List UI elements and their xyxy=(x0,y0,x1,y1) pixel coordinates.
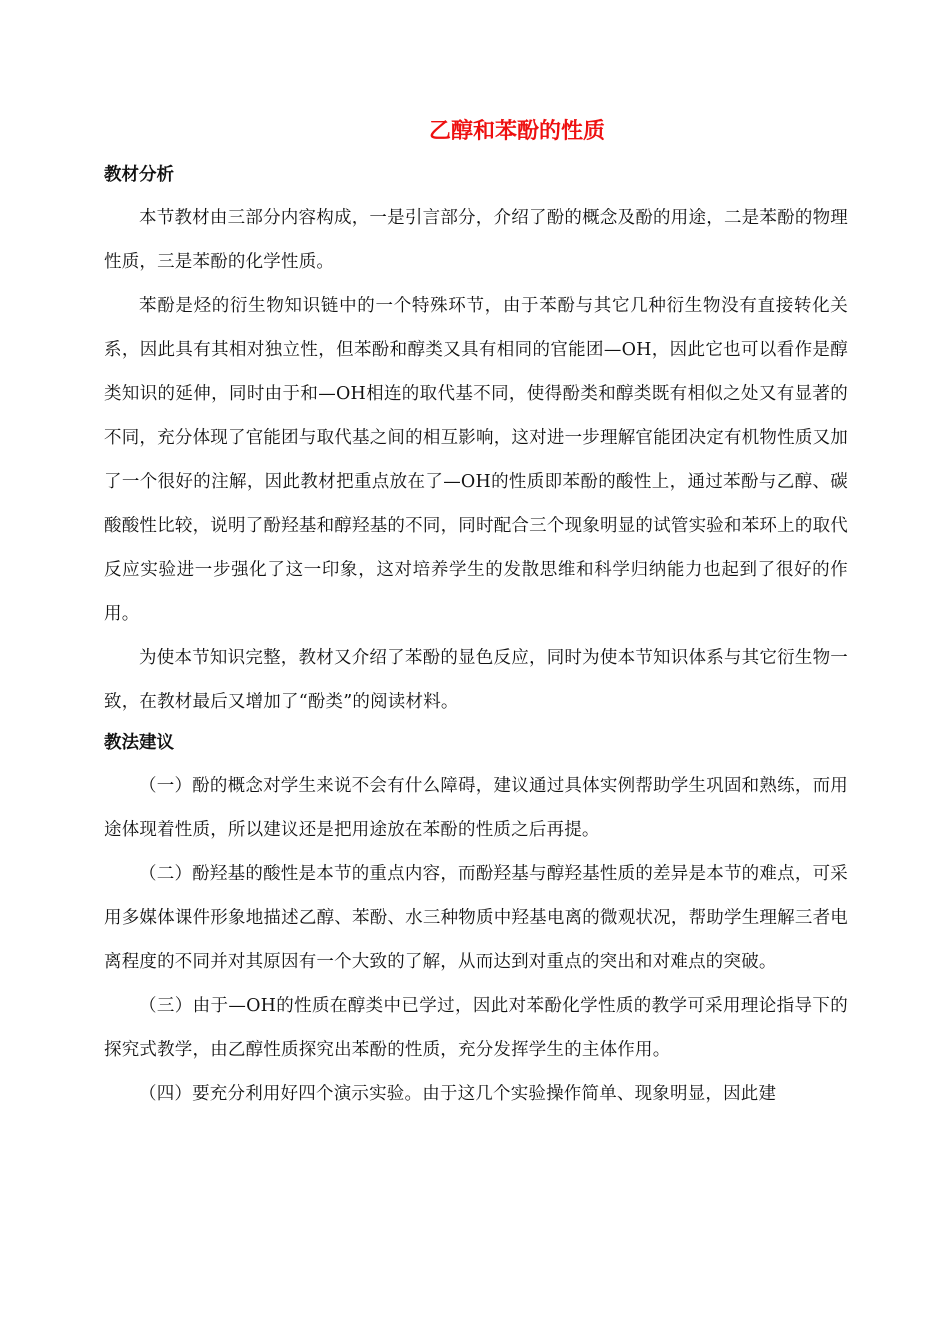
paragraph: 苯酚是烃的衍生物知识链中的一个特殊环节，由于苯酚与其它几种衍生物没有直接转化关系，因此具有其相对独立性，但苯酚和醇类又具有相同的官能团—OH，因此它也可以看作是醇类知识的延伸，同时由于和—OH相连的取代基不同，使得酚类和醇类既有相似之处又有显著的不同，充分体现了官能团与取代基之间的相互影响，这对进一步理解官能团决定有机物性质又加了一个很好的注解，因此教材把重点放在了—OH的性质即苯酚的酸性上，通过苯酚与乙醇、碳酸酸性比较，说明了酚羟基和醇羟基的不同，同时配合三个现象明显的试管实验和苯环上的取代反应实验进一步强化了这一印象，这对培养学生的发散思维和科学归纳能力也起到了很好的作用。 xyxy=(104,296,848,624)
paragraph: 本节教材由三部分内容构成，一是引言部分，介绍了酚的概念及酚的用途，二是苯酚的物理性质，三是苯酚的化学性质。 xyxy=(104,208,848,272)
document-body xyxy=(104,160,848,1116)
section-textbook-analysis xyxy=(104,160,848,724)
document-title: 乙醇和苯酚的性质 xyxy=(428,119,605,144)
paragraph: （四）要充分利用好四个演示实验。由于这几个实验操作简单、现象明显，因此建 xyxy=(139,1084,777,1104)
section-heading: 教材分析 xyxy=(104,165,174,185)
paragraph: （一）酚的概念对学生来说不会有什么障碍，建议通过具体实例帮助学生巩固和熟练，而用途体现着性质，所以建议还是把用途放在苯酚的性质之后再提。 xyxy=(104,776,848,840)
section-teaching-suggestions xyxy=(104,728,848,1116)
section-heading: 教法建议 xyxy=(104,733,174,753)
paragraph: （三）由于—OH的性质在醇类中已学过，因此对苯酚化学性质的教学可采用理论指导下的探究式教学，由乙醇性质探究出苯酚的性质，充分发挥学生的主体作用。 xyxy=(104,996,848,1060)
paragraph: 为使本节知识完整，教材又介绍了苯酚的显色反应，同时为使本节知识体系与其它衍生物一致，在教材最后又增加了“酚类”的阅读材料。 xyxy=(104,648,848,712)
paragraph: （二）酚羟基的酸性是本节的重点内容，而酚羟基与醇羟基性质的差异是本节的难点，可采用多媒体课件形象地描述乙醇、苯酚、水三种物质中羟基电离的微观状况，帮助学生理解三者电离程度的不同并对其原因有一个大致的了解，从而达到对重点的突出和对难点的突破。 xyxy=(104,864,848,972)
